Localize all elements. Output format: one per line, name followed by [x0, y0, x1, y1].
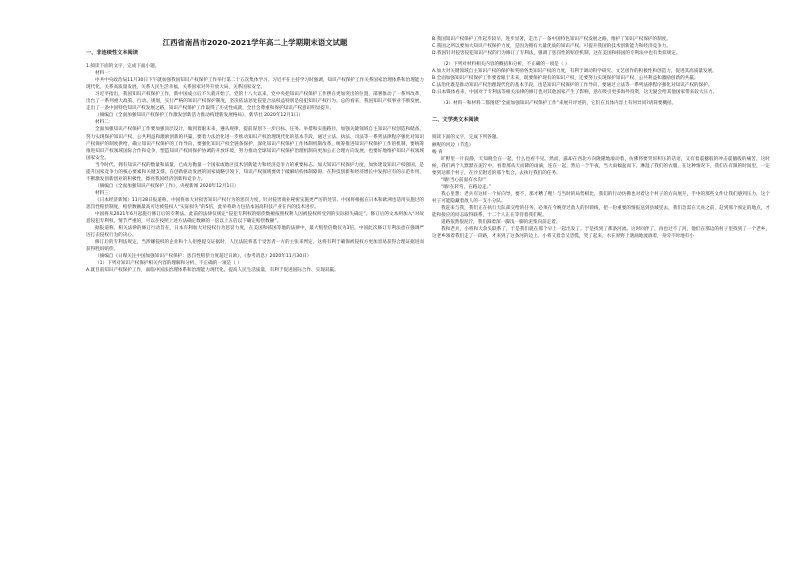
- question-3: （3）材料一和材料二都围绕“全面加强知识产权保护工作”来展开评述的，它们在具体内容上有何异同?请简要概括。: [441, 101, 677, 107]
- question-1-option-b: B.我国知识产权保护工作起步较早，进步显著，走出了一条中国特色知识产权发展之路，维护了知识产权保护的制度。: [432, 37, 671, 42]
- material-3-source: （摘编自《日媒关注中国加强知识产权保护：惩罚性赔偿力度超过日欧》，《参考消息》2020年11月30日）: [95, 254, 312, 260]
- material-1-paragraph-1: 中共中央政治局11月30日下午就加强我国知识产权保护工作举行第二十五次集体学习。习近平在主持学习时强调，知识产权保护工作关系国家治理体系和治理能力现代化，关系高质量发展，关系人民生活幸福，关系国家对外开放大局，关系国家安全。: [86, 78, 424, 91]
- question-1-option-a: A.就目前知识产权保护工作，面临中国法治理体系和治理能力现代化，提高人民生活质量，有利于促进国际合作、实现双赢。: [86, 268, 339, 274]
- story-title: 额呢的河边（节选）: [432, 142, 474, 148]
- material-1-label: 材料一：: [95, 71, 114, 77]
- question-2: （2）下列对材料相关内容的概括和分析，不正确的一项是（ ）: [441, 62, 570, 68]
- material-3-label: 材料三：: [95, 190, 114, 196]
- question-intro: 1.阅读下面的文字，完成下面小题。: [86, 64, 160, 70]
- material-3-paragraph-3: 据报道称，相关法律的修订行动旨在，日本有利加大对侵权行为惩罚力度，在美国和韩国等地的法律中，最大赔偿倍数仅为3倍，中国此次修订专利法意在强调严厉打击侵权行为的决心。: [86, 226, 424, 239]
- question-2-option-c: C.法治化既是推动知识产权治理现代化的基本手段，也是知识产权保护的工作导向，要通过立法等一系列法律程序强化对知识产权的保护。: [432, 83, 713, 89]
- story-paragraph-4: 我心里想：老兵有这样一个好向导，要不，那才糟了哩！与当时的局势相比，我们的行动仿佛也对着这个村子的方向展开，手中的那些文件让我们感到压力，这个村子可能隐藏着敌人的一支小分队。: [432, 191, 770, 204]
- question-2-option-b: B.全面加强知识产权保护工作要着眼于未来，既要保护现有的知识产权，还要努力实现保护知识产权、公共利益和激励创新的共赢。: [432, 76, 699, 82]
- material-3-paragraph-1: 《日本经济新闻》11月28日报道称，中国将加大对损害知识产权行为的惩罚力度，针对侵害商业秘密实施更严厉的处罚。中国将根据在日本和欧洲也适用实施过的惩罚性赔偿制度，赔偿数额最高可达被侵权人“实际损失”的5倍，此举将助力包括本国高科技产业在内的技术进步。: [86, 197, 424, 210]
- material-3-paragraph-2: 中国将从2021年6月起施行修订后的专利法。此前的法律仅规定“侵犯专利权的赔偿数额按照权利人因被侵权所受到的实际损失确定”。修订后的文本则加入“对故意侵犯专利权，情节严重的，可以在按照上述方法确定数额的一倍以上五倍以下确定赔偿数额”。: [86, 212, 424, 225]
- question-2-option-a: A.加大对关键领域自主知识产权的保护和奖励各类知识产权的力度，有利于调动科学研究、文艺创作的积极性和创造力，促进其高质量发展。: [432, 69, 717, 75]
- material-2-paragraph-1: 全面加强知识产权保护工作要加强顶层设计，做到着眼未来，遵从规律，提前谋划下一步目标、任务、举措和实施路径，加强关键领域自主知识产权创造和储备，努力实现保护知识产权、公共利益和激励创新的共赢，要着力法治化进一步推动知识产权治理现代化的基本手段，通过立法、执法、司法等一系列法律程序强化对知识产权保护的制度供给，确立知识产权保护的工作导向，要强化知识产权全链条保护，深化知识产权保护工作体制机制改革，统筹推进知识产权保护工作的机制，要统筹推进知识产权领域国际合作和竞争，塑造知识产权同保护协调的开放环境，努力推动全球知识产权保护治理机制向更加公正合理方向发展，也要好地维护知识产权领域国家安全。: [86, 127, 424, 161]
- section-heading-1: 一、非连续性文本阅读: [86, 50, 138, 56]
- left-column: [86, 38, 424, 274]
- question-2-option-d: D.日本媒体看来，中国对于专利法等相关法律的修订也对其他国家产生了影响，意在吸引更多海外投资，这无疑会给其他国家带来较大压力。: [432, 90, 718, 96]
- story-paragraph-7: 我和老兵，小将和大余头联系了，于是我们就在那个早上一起出发了。于是找到了那条河流。这时同伴了，再也过不了河，他们在那边的村子里找到了一个老乡，这老乡领着我们走了一段路，才来到了这条河的边上。小将又着急又恐慌，哭了起来，水在原野上汹涌地流淌着，身旁不时地有小: [432, 227, 770, 240]
- question-1-option-c: C.我国之所以要加大知识产权保护力度，是因为拥有大量优质的知识产权，可提升我国的技术创新能力和经济竞争力。: [432, 44, 671, 50]
- story-paragraph-2: “嗨!当心前面有水沟!”: [441, 177, 487, 183]
- material-3-paragraph-4: 修订后的专利法规定，当涉嫌侵权的企业和个人拒绝提交证据时，人民法院将基于受害者一方的主张来判定。这将有利于确保被侵权方更加容易获得合理证据进而获得胜诉赔偿。: [86, 240, 424, 253]
- story-paragraph-5: 我赶来与我，我们正在执行大队部交给的任务，必须在今晚穿过敌人的封锁线，把一份重要的情报送到县城里去，我们急需在天亮之前，赶到那个预定的地点，才能和接应的同志取得联系，十二个人正在等待着我们呢。: [432, 205, 770, 218]
- story-author: 峻 青: [432, 149, 443, 155]
- question-1: （1）下列对知识产权保护相关内容的理解和分析，不正确的一项是（ ）: [95, 261, 242, 267]
- material-1-source: （摘编自《全面加强知识产权保护工作激发创新活力推动构建新发展格局》，新华社 2020年12月1日）: [95, 113, 303, 119]
- material-2-source: （摘编自《全面加强知识产权保护工作》，央视新闻 2020年12月1日）: [95, 183, 239, 189]
- material-2-paragraph-2: 当今时代，拥有知识产权的数量和质量，已成为衡量一个国家或地区技术创新能力和经济竞争力的重要标志。加大知识产权保护力度，加快建设知识产权强国，是提升国家竞争力的核心要素和关键支撑。在创新驱动发展的国家战略引领下，知识产权领域要勇于破解结构体制障碍，在科技创新和经济增长中发挥应有的示范作用，不断激发创新创业的积极性，擦亮我国经济创新和竞争力。: [86, 162, 424, 182]
- material-1-paragraph-2: 习近平指出，我国知识产权保护工作，新中国成立后不久就开始了。党的十八大以来，党中央把知识产权保护工作摆在更加突出的位置，部署推动了一系列改革，出台了一系列重大政策、行动、规划，实行严格的知识产权保护制度，坚决依法惩处侵犯合法权益特别是侵犯知识产权行为。总的看来，我国知识产权事业不断发展，走出了一条中国特色知识产权发展之路，知识产权保护工作取得了历史性成就，全社会尊重和保护知识产权意识明显提升。: [86, 92, 424, 112]
- story-paragraph-3: “嗨!在转弯，在路边走。”: [441, 184, 492, 190]
- material-2-label: 材料二：: [95, 120, 114, 126]
- story-paragraph-6: 道路依然很泥泞，我们踩着深一脚浅一脚的泥浆向前走着。: [441, 220, 561, 226]
- story-paragraph-1: 旷野里一片寂静，天知晓会在一起，什么也看不见。然而，露却在西北方向隆隆地滚动着，仿佛将要哭诉积压的话语，又有着震撼般的冲击震撼般的痛苦。这时候，我们两个人默默在泥泞中，看着那从天而降的雨滴，连在一起，然后一个半夜，当大雨倾盆而下，淋湿了我们的衣服，在这种情况下，我们在有限的时间里，一定要到达那个村子，在沙丘附近的那个集合，去执行我们的任务。: [432, 156, 770, 176]
- right-column: [432, 36, 770, 240]
- question-intro-2: 阅读下面的文字，完成下列各题。: [432, 135, 501, 141]
- question-1-option-d: D.我国针对侵害侵犯知识产权的行为修订了专利法，强调了惩罚性的赔偿机制，这在美国和韩国的专利法中也有类似规定。: [432, 51, 681, 57]
- section-heading-2: 二、文学类文本阅读: [432, 117, 479, 124]
- page-title: 江西省南昌市2020-2021学年高二上学期期末语文试题: [162, 38, 348, 47]
